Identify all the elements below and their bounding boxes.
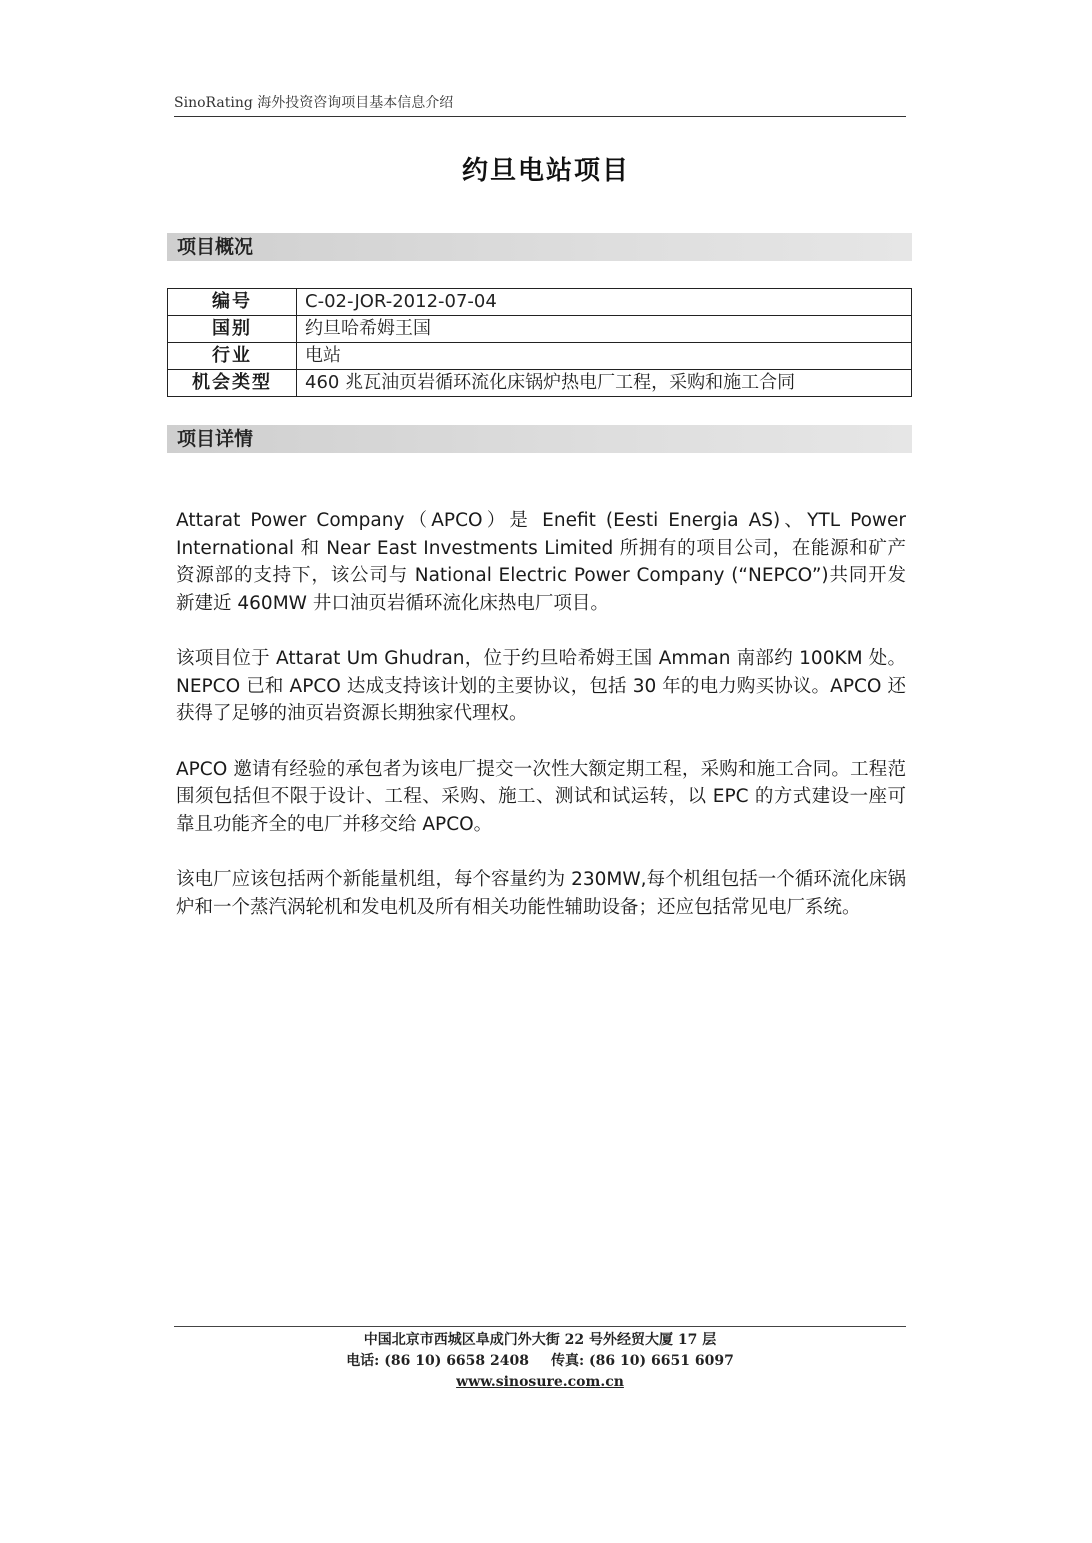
page-footer [174, 1330, 906, 1393]
info-value: 电站 [297, 343, 912, 370]
info-key: 国别 [168, 316, 297, 343]
table-row [168, 316, 912, 343]
table-row [168, 370, 912, 397]
info-key: 机会类型 [168, 370, 297, 397]
paragraph: 该电厂应该包括两个新能量机组，每个容量约为 230MW,每个机组包括一个循环流化床锅炉和一个蒸汽涡轮机和发电机及所有相关功能性辅助设备；还应包括常见电厂系统。 [176, 869, 906, 918]
paragraph: APCO 邀请有经验的承包者为该电厂提交一次性大额定期工程，采购和施工合同。工程范围须包括但不限于设计、工程、采购、施工、测试和试运转，以 EPC 的方式建设一座可靠且功能齐全的电厂并移交给 APCO。 [176, 758, 906, 835]
footer-website-link[interactable]: www.sinosure.com.cn [456, 1374, 624, 1390]
info-value: C-02-JOR-2012-07-04 [297, 289, 912, 316]
section-details-header: 项目详情 [167, 425, 912, 453]
info-value: 460 兆瓦油页岩循环流化床锅炉热电厂工程，采购和施工合同 [297, 370, 912, 397]
footer-phone: 电话: (86 10) 6658 2408 [346, 1353, 529, 1369]
footer-contact [174, 1351, 906, 1372]
paragraph: Attarat Power Company（APCO）是 Enefit (Eesti Energia AS)、YTL Power International 和 Near East Investments Limited 所拥有的项目公司，在能源和矿产资源部的支持下，该公司与 National Electric Power Company (“NEPCO”)共同开发新建近 460MW 井口油页岩循环流化床热电厂项目。 [176, 510, 906, 614]
footer-divider [174, 1326, 906, 1327]
page-title: 约旦电站项目 [461, 156, 630, 186]
footer-address: 中国北京市西城区阜成门外大街 22 号外经贸大厦 17 层 [363, 1332, 717, 1348]
footer-fax: 传真: (86 10) 6651 6097 [551, 1353, 734, 1369]
info-key: 编号 [168, 289, 297, 316]
info-key: 行业 [168, 343, 297, 370]
project-info-table [167, 288, 912, 397]
section-overview-header: 项目概况 [167, 233, 912, 261]
project-details-body [176, 507, 906, 949]
info-value: 约旦哈希姆王国 [297, 316, 912, 343]
table-row [168, 343, 912, 370]
paragraph: 该项目位于 Attarat Um Ghudran，位于约旦哈希姆王国 Amman 南部约 100KM 处。NEPCO 已和 APCO 达成支持该计划的主要协议，包括 30 年的电力购买协议。APCO 还获得了足够的油页岩资源长期独家代理权。 [176, 648, 906, 724]
page-header: SinoRating 海外投资咨询项目基本信息介绍 [174, 92, 906, 117]
table-row [168, 289, 912, 316]
